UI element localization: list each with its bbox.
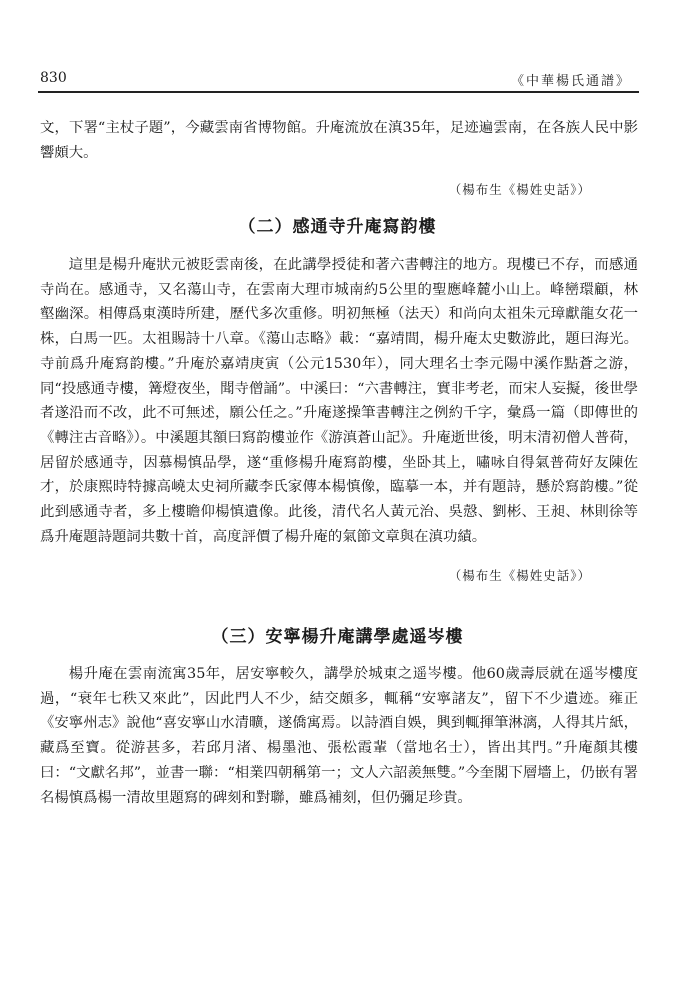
section-3-heading: （三）安寧楊升庵講學處遥岑樓: [211, 627, 464, 647]
section-3-body: 楊升庵在雲南流寓35年，居安寧較久，講學於城東之遥岑樓。他60歲壽辰就在遥岑樓度過，“衰年七秩又來此”，因此門人不少，結交頗多，輒稱“安寧諸友”，留下不少遺迹。雍正《安寧州志》說他“喜安寧山水清曠，遂僑寓焉。以詩酒自娛，興到輒揮筆淋漓，人得其片紙，藏爲至寶。從游甚多，若邱月渚、楊墨池、張松霞輩（當地名士），皆出其門。”升庵顏其樓曰：“文獻名邦”，並書一聯：“相業四朝稱第一；文人六詔羨無雙。”今奎閣下層墻上，仍嵌有署名楊慎爲楊一清故里題寫的碑刻和對聯，雖爲補刻，但仍彌足珍貴。: [40, 666, 638, 806]
intro-source-citation: （楊布生《楊姓史話》）: [448, 182, 591, 197]
page-number: 830: [40, 70, 67, 86]
header-rule: [38, 91, 639, 93]
running-header-title: 《中華楊氏通譜》: [510, 74, 631, 89]
section-2-heading: （二）感通寺升庵寫韵樓: [238, 217, 437, 237]
intro-paragraph: 文，下署“主杖子題”，今藏雲南省博物館。升庵流放在滇35年，足迹遍雲南，在各族人民中影響頗大。: [40, 120, 638, 161]
section-2-source-citation: （楊布生《楊姓史話》）: [448, 568, 591, 583]
section-2-body: 這里是楊升庵狀元被貶雲南後，在此講學授徒和著六書轉注的地方。現樓已不存，而感通寺尚在。感通寺，又名蕩山寺，在雲南大理市城南約5公里的聖應峰麓小山上。峰巒環顧，林壑幽深。相傳爲東漢時所建，歷代多次重修。明初無極（法天）和尚向太祖朱元璋獻龍女花一株，白馬一匹。太祖賜詩十八章。《蕩山志略》載：“嘉靖間，楊升庵太史數游此，題曰海光。寺前爲升庵寫韵樓。”升庵於嘉靖庚寅（公元1530年），同大理名士李元陽中溪作點蒼之游，同“投感通寺樓，篝燈夜坐，聞寺僧誦”。中溪曰：“六書轉注，實非考老，而宋人妄擬，後世學者遂沿而不改，此不可無述，願公任之。”升庵遂操筆書轉注之例約千字，彙爲一篇（即傳世的《轉注古音略》）。中溪題其額曰寫韵樓並作《游滇蒼山記》。升庵逝世後，明末清初僧人普荷，居留於感通寺，因慕楊慎品學，遂“重修楊升庵寫韵樓，坐卧其上，嘯咏自得氣普荷好友陳佐才，於康熙時特據高嶢太史祠所藏李氏家傳本楊慎像，臨摹一本，并有題詩，懸於寫韵樓。”從此到感通寺者，多上樓瞻仰楊慎遺像。此後，清代名人黃元治、吳慤、劉彬、王昶、林則徐等爲升庵題詩題詞共數十首，高度評價了楊升庵的氣節文章與在滇功績。: [40, 257, 638, 545]
